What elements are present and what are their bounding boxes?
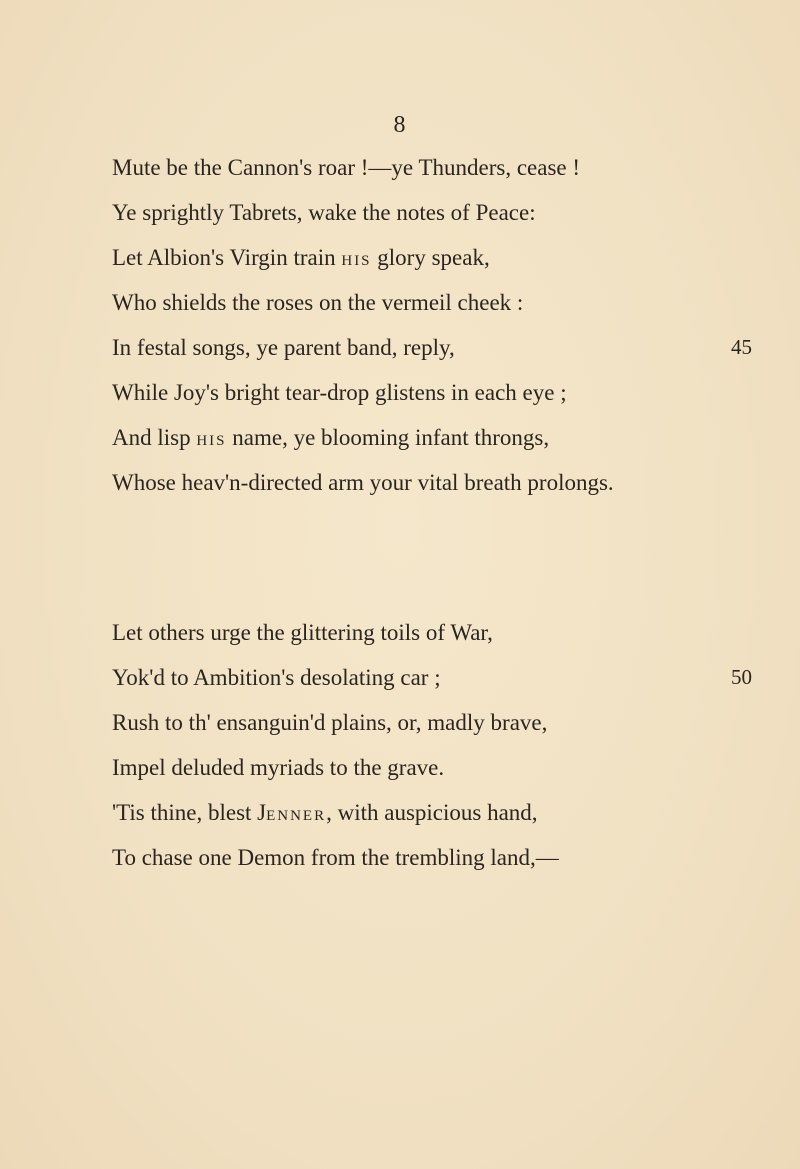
small-caps-name: ENNER: [266, 808, 327, 824]
verse-line: While Joy's bright tear-drop glistens in each eye ;: [112, 380, 567, 405]
line-number: 50: [731, 665, 752, 689]
verse-line: Ye sprightly Tabrets, wake the notes of Peace:: [112, 200, 536, 225]
verse-line: Mute be the Cannon's roar !—ye Thunders, cease !: [112, 155, 581, 180]
verse-line: To chase one Demon from the trembling land,—: [112, 845, 559, 870]
verse-line: Yok'd to Ambition's desolating car ; 50: [112, 655, 752, 700]
verse-line: Whose heav'n-directed arm your vital breath prolongs.: [112, 470, 614, 495]
verse-line: Let Albion's Virgin train HIS glory speak,: [112, 245, 490, 270]
verse-line: Let others urge the glittering toils of War,: [112, 620, 493, 645]
small-caps-word: HIS: [341, 253, 372, 269]
small-caps-word: HIS: [196, 433, 227, 449]
verse-line: Impel deluded myriads to the grave.: [112, 755, 445, 780]
verse-line: And lisp HIS name, ye blooming infant throngs,: [112, 425, 550, 450]
verse-line: In festal songs, ye parent band, reply, 45: [112, 325, 752, 370]
verse-line: 'Tis thine, blest JENNER, with auspicious hand,: [112, 800, 538, 825]
verse-line: Rush to th' ensanguin'd plains, or, madly brave,: [112, 710, 548, 735]
page-number: 8: [393, 112, 407, 138]
verse-line: Who shields the roses on the vermeil cheek :: [112, 290, 524, 315]
stanza-2: [112, 610, 752, 880]
line-number: 45: [731, 335, 752, 359]
stanza-1: [112, 145, 752, 505]
